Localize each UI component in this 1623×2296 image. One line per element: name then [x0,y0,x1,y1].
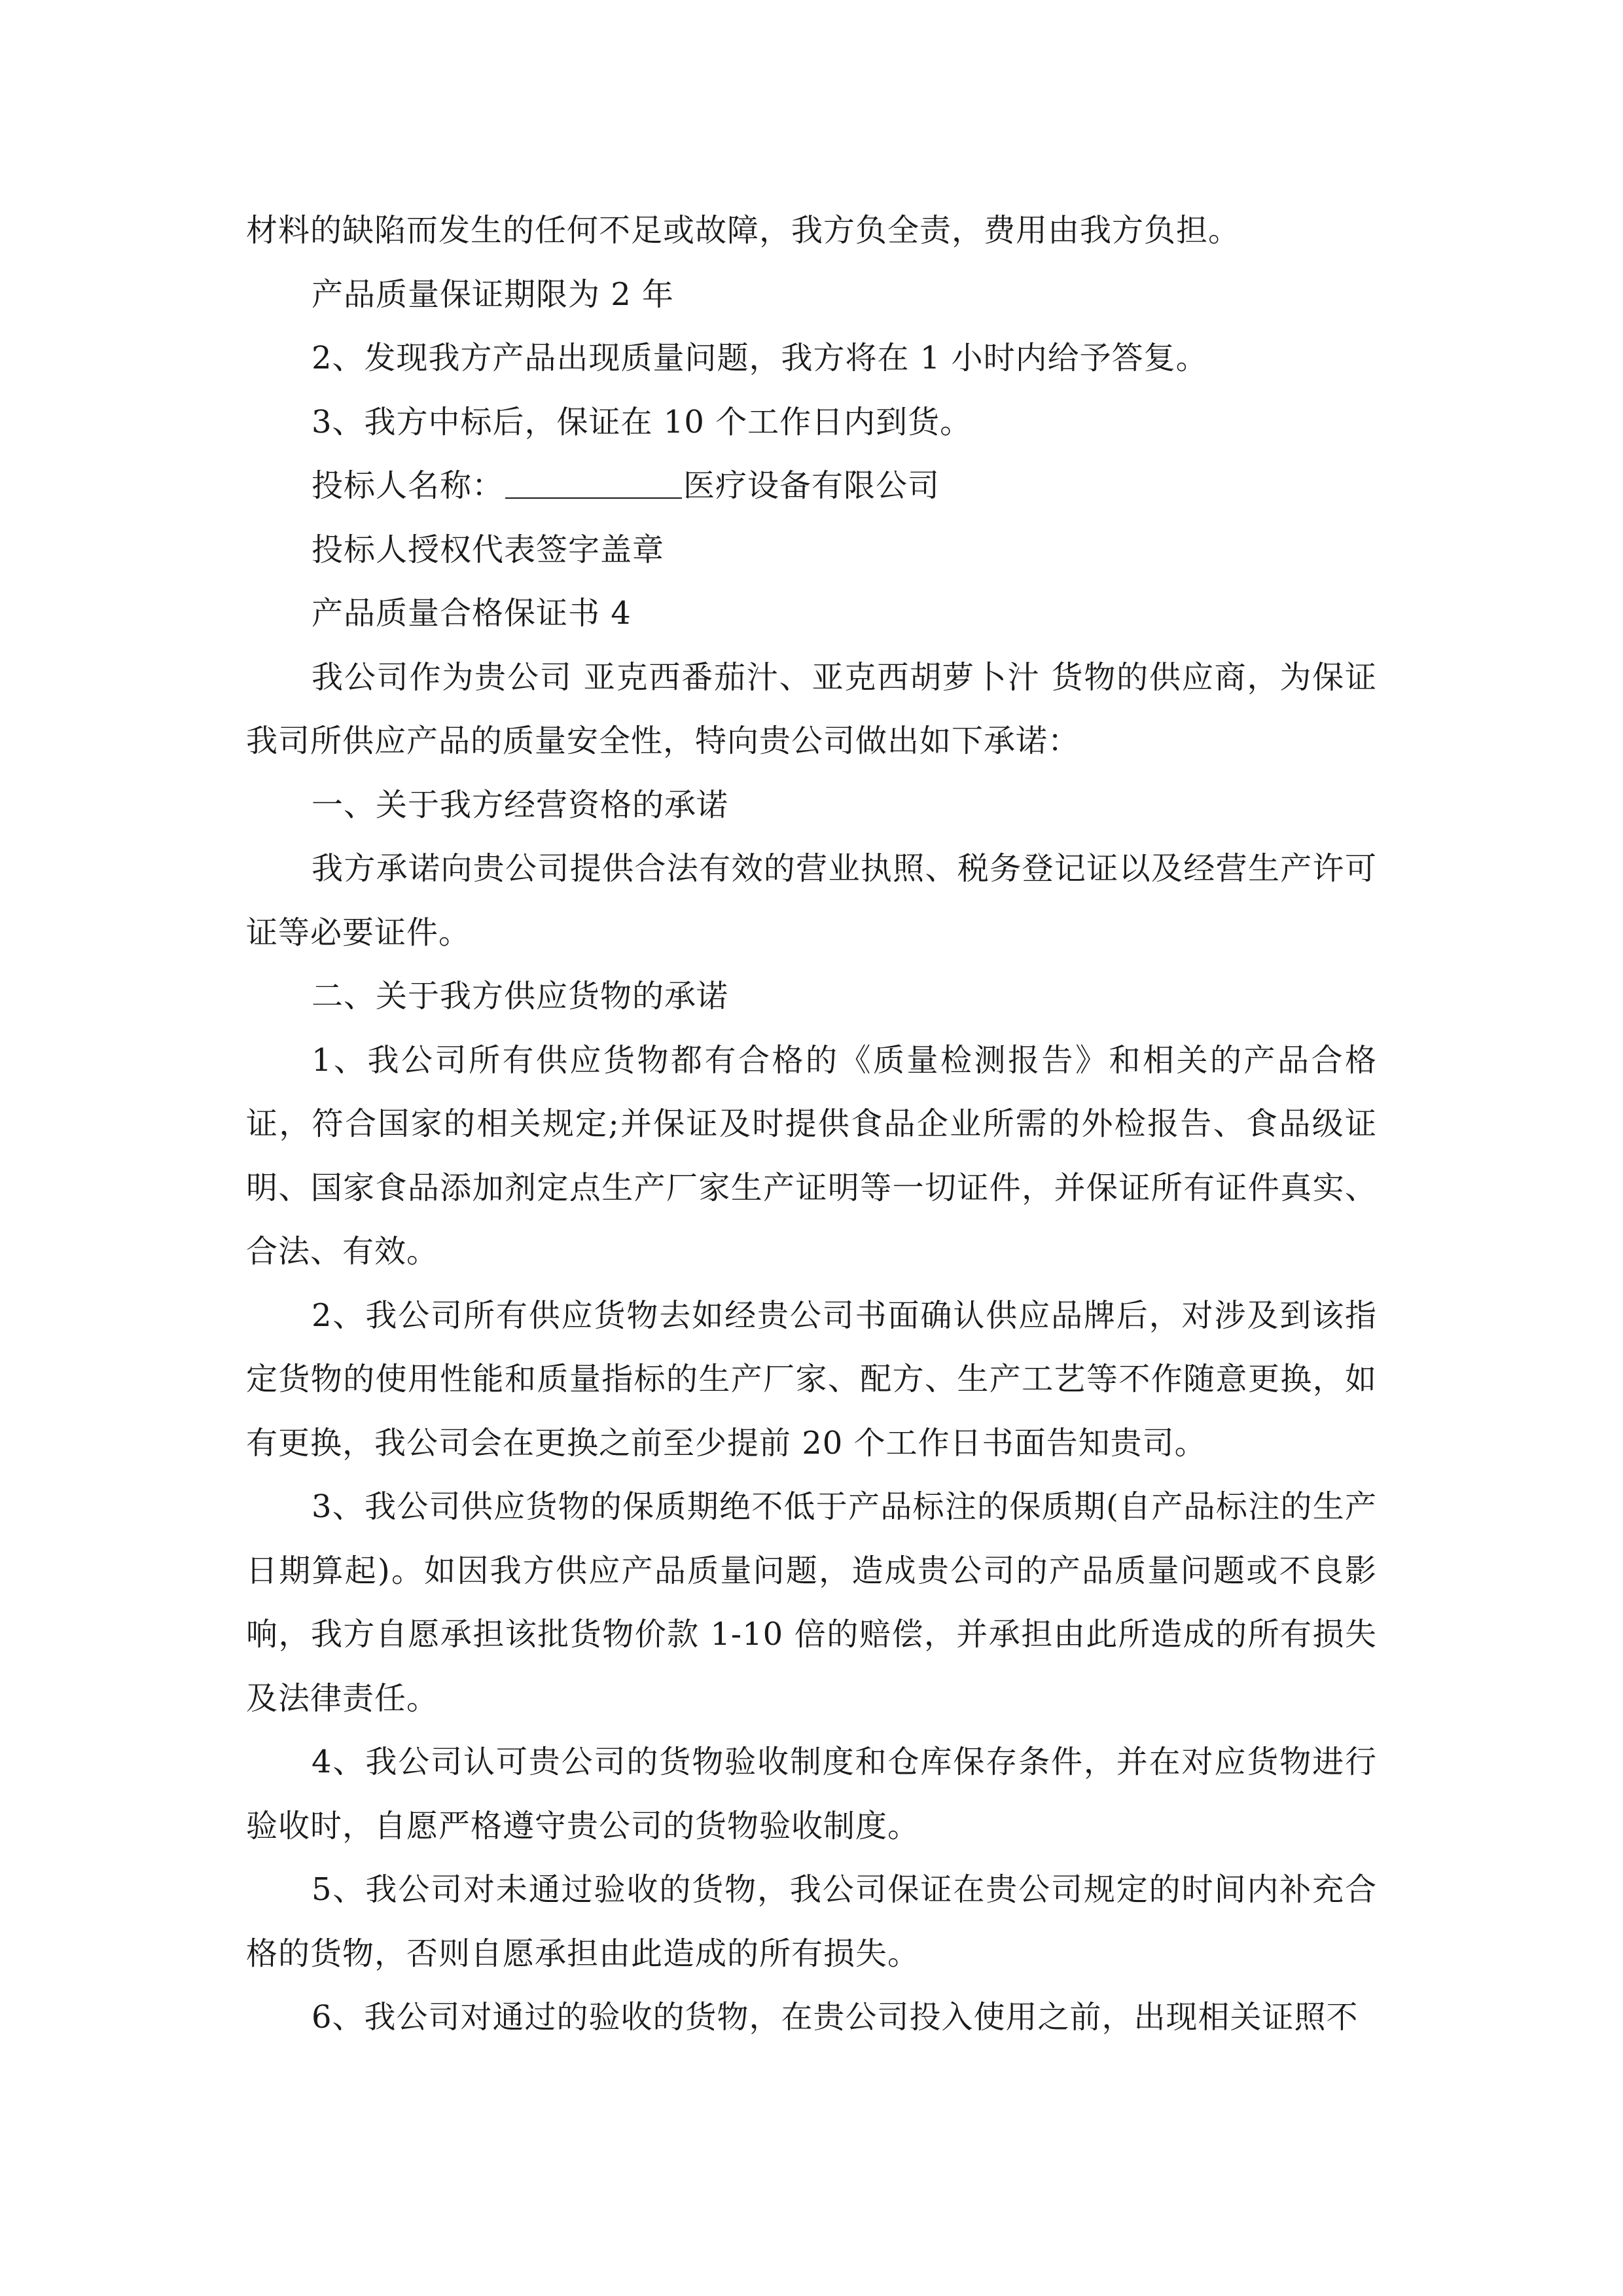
paragraph-commitment-2: 2、我公司所有供应货物去如经贵公司书面确认供应品牌后，对涉及到该指定货物的使用性能和质量指标的生产厂家、配方、生产工艺等不作随意更换，如有更换，我公司会在更换之前至少提前 20 个工作日书面告知贵司。 [246,1297,1377,1462]
bidder-name-label: 投标人名称： [312,467,505,504]
paragraph-delivery-time: 3、我方中标后，保证在 10 个工作日内到货。 [312,403,972,440]
paragraph-commitment-4: 4、我公司认可贵公司的货物验收制度和仓库保存条件，并在对应货物进行验收时，自愿严格遵守贵公司的货物验收制度。 [246,1744,1377,1844]
paragraph-intro: 我公司作为贵公司 亚克西番茄汁、亚克西胡萝卜汁 货物的供应商，为保证我司所供应产品的质量安全性，特向贵公司做出如下承诺： [246,658,1377,759]
section-title: 产品质量合格保证书 4 [312,595,632,632]
document-body [246,199,1377,2050]
paragraph-continuation: 材料的缺陷而发生的任何不足或故障，我方负全责，费用由我方负担。 [246,212,1241,249]
paragraph-bidder-name [246,454,1377,518]
bidder-name-suffix: 医疗设备有限公司 [683,467,940,504]
heading-qualification: 一、关于我方经营资格的承诺 [312,786,729,823]
paragraph-commitment-5: 5、我公司对未通过验收的货物，我公司保证在贵公司规定的时间内补充合格的货物，否则自愿承担由此造成的所有损失。 [246,1871,1377,1972]
bidder-name-blank-line [505,466,682,499]
paragraph-qualification: 我方承诺向贵公司提供合法有效的营业执照、税务登记证以及经营生产许可证等必要证件。 [246,850,1377,951]
heading-goods-commitment: 二、关于我方供应货物的承诺 [312,978,729,1014]
paragraph-commitment-3: 3、我公司供应货物的保质期绝不低于产品标注的保质期(自产品标注的生产日期算起)。如因我方供应产品质量问题，造成贵公司的产品质量问题或不良影响，我方自愿承担该批货物价款 1-10 倍的赔偿，并承担由此所造成的所有损失及法律责任。 [246,1488,1377,1717]
paragraph-warranty-period: 产品质量保证期限为 2 年 [312,276,675,313]
paragraph-commitment-1: 1、我公司所有供应货物都有合格的《质量检测报告》和相关的产品合格证，符合国家的相关规定;并保证及时提供食品企业所需的外检报告、食品级证明、国家食品添加剂定点生产厂家生产证明等一切证件，并保证所有证件真实、合法、有效。 [246,1041,1377,1270]
paragraph-signature: 投标人授权代表签字盖章 [312,531,665,568]
paragraph-commitment-6: 6、我公司对通过的验收的货物，在贵公司投入使用之前，出现相关证照不 [312,1999,1359,2036]
paragraph-response-time: 2、发现我方产品出现质量问题，我方将在 1 小时内给予答复。 [312,340,1208,376]
